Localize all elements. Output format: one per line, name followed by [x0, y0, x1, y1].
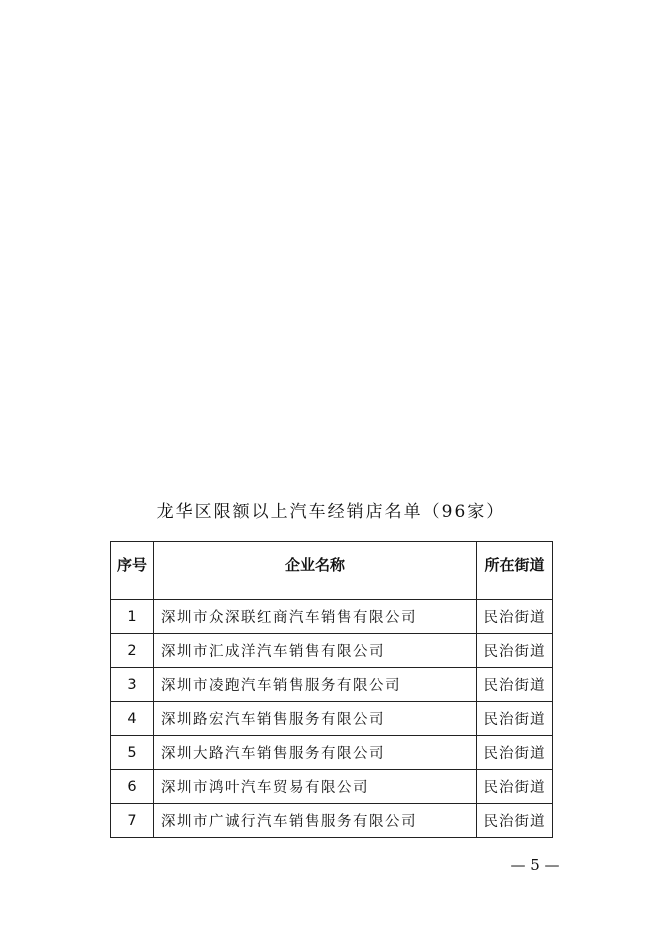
row-number: 5 — [111, 736, 154, 770]
street-name: 民治街道 — [477, 600, 553, 634]
company-name: 深圳市鸿叶汽车贸易有限公司 — [154, 770, 477, 804]
table-header-row — [111, 542, 553, 600]
company-name: 深圳路宏汽车销售服务有限公司 — [154, 702, 477, 736]
row-number: 4 — [111, 702, 154, 736]
page-number: — 5 — — [510, 856, 560, 874]
row-number: 1 — [111, 600, 154, 634]
table-row — [111, 600, 553, 634]
company-name: 深圳市汇成洋汽车销售有限公司 — [154, 634, 477, 668]
table-row — [111, 770, 553, 804]
dealer-table — [110, 541, 553, 838]
street-name: 民治街道 — [477, 804, 553, 838]
row-number: 3 — [111, 668, 154, 702]
row-number: 7 — [111, 804, 154, 838]
company-name: 深圳大路汽车销售服务有限公司 — [154, 736, 477, 770]
table-row — [111, 736, 553, 770]
document-title: 龙华区限额以上汽车经销店名单（96家） — [156, 502, 506, 522]
table-row — [111, 634, 553, 668]
column-header-street: 所在街道 — [477, 542, 553, 600]
street-name: 民治街道 — [477, 634, 553, 668]
street-name: 民治街道 — [477, 702, 553, 736]
street-name: 民治街道 — [477, 736, 553, 770]
company-name: 深圳市广诚行汽车销售服务有限公司 — [154, 804, 477, 838]
column-header-number: 序号 — [111, 542, 154, 600]
company-name: 深圳市众深联红商汽车销售有限公司 — [154, 600, 477, 634]
column-header-company-name: 企业名称 — [154, 542, 477, 600]
table-row — [111, 702, 553, 736]
table-row — [111, 668, 553, 702]
row-number: 6 — [111, 770, 154, 804]
street-name: 民治街道 — [477, 770, 553, 804]
street-name: 民治街道 — [477, 668, 553, 702]
row-number: 2 — [111, 634, 154, 668]
company-name: 深圳市凌跑汽车销售服务有限公司 — [154, 668, 477, 702]
table-row — [111, 804, 553, 838]
